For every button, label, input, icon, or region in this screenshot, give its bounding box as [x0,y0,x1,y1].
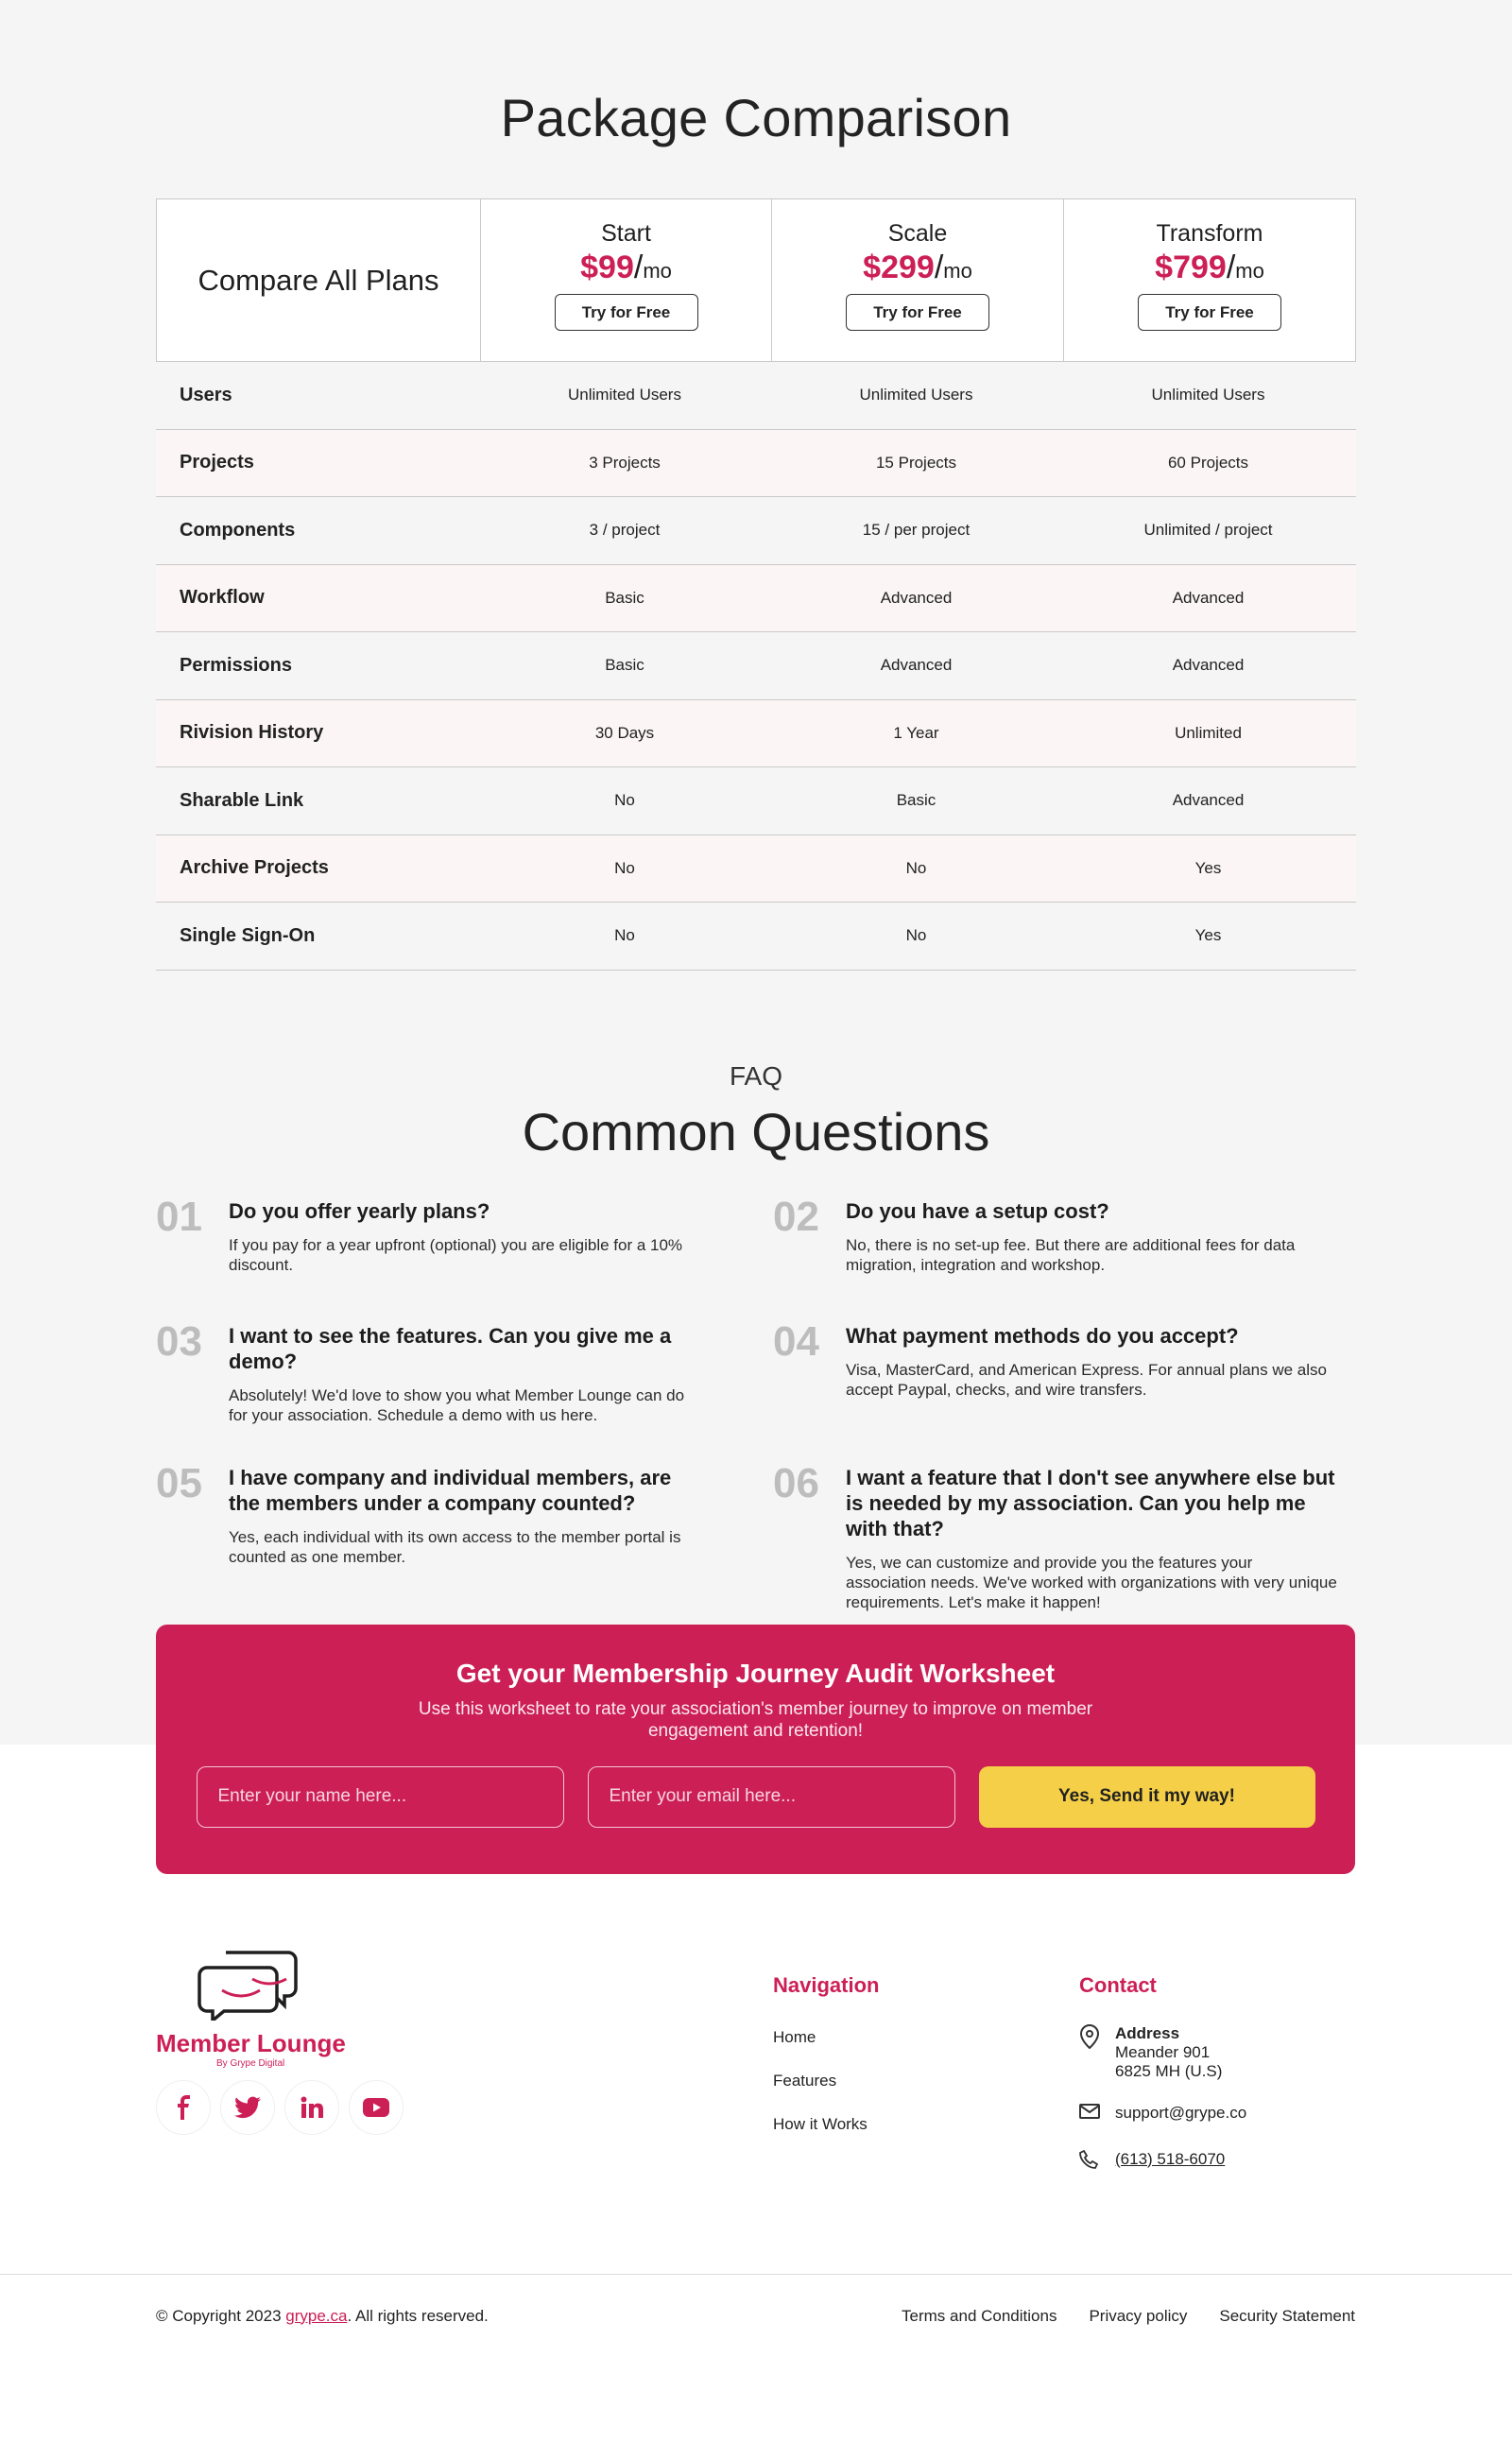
feature-value: Advanced [1172,588,1245,607]
social-links [156,2080,404,2135]
address-line: 6825 MH (U.S) [1115,2061,1223,2080]
feature-value: No [614,791,635,810]
feature-row-single-sign-on [156,903,1356,971]
feature-value: No [614,858,635,877]
phone-link[interactable]: (613) 518-6070 [1115,2149,1226,2168]
faq-answer: Visa, MasterCard, and American Express. For annual plans we also accept Paypal, checks, and wire transfers. [846,1360,1327,1399]
feature-value: Unlimited / project [1143,521,1273,540]
feature-value: 15 / per project [862,521,971,540]
feature-value: Unlimited [1175,723,1242,742]
feature-name: Sharable Link [180,789,304,811]
feature-name: Components [180,519,296,541]
youtube-icon[interactable] [349,2080,404,2135]
linkedin-icon[interactable] [284,2080,339,2135]
faq-question: I want to see the features. Can you give me a demo? [229,1323,672,1373]
price-separator: / [934,249,944,285]
send-it-button[interactable]: Yes, Send it my way! [979,1766,1315,1828]
faq-number: 04 [773,1317,819,1365]
feature-value: 30 Days [594,723,655,742]
faq-answer: Yes, we can customize and provide you the features your association needs. We've worked with organizations with very unique requirements. Let's make it happen! [846,1553,1337,1611]
privacy-link[interactable]: Privacy policy [1089,2306,1188,2325]
faq-answer: Absolutely! We'd love to show you what Member Lounge can do for your association. Schedule a demo with us here. [229,1385,685,1424]
feature-value: 15 Projects [875,453,957,472]
feature-value: Basic [605,656,644,675]
terms-link[interactable]: Terms and Conditions [902,2306,1057,2325]
plan-name: Scale [887,220,948,247]
faq-item [156,1195,773,1319]
feature-name: Users [180,384,232,405]
feature-row-components [156,497,1356,565]
footer-link-home[interactable]: Home [773,2027,816,2046]
copyright-suffix: . All rights reserved. [347,2306,489,2325]
feature-name: Archive Projects [180,857,329,879]
feature-row-sharable-link [156,767,1356,835]
twitter-icon[interactable] [220,2080,275,2135]
price-separator: / [1226,249,1236,285]
feature-value: Advanced [1172,791,1245,810]
location-pin-icon [1079,2024,1115,2081]
feature-value: 1 Year [893,723,939,742]
feature-row-revision-history [156,700,1356,768]
faq-question: What payment methods do you accept? [846,1323,1239,1348]
logo-subtext: By Grype Digital [216,2057,285,2069]
security-statement-link[interactable]: Security Statement [1219,2306,1355,2325]
faq-answer: If you pay for a year upfront (optional) you are eligible for a 10% discount. [229,1235,683,1274]
price-amount: $299 [863,249,935,285]
plan-name: Transform [1156,220,1263,247]
footer-contact [1079,1973,1246,2174]
price-amount: $799 [1155,249,1227,285]
feature-value: Unlimited Users [859,386,973,404]
feature-value: 3 / project [589,521,661,540]
faq-answer: Yes, each individual with its own access to the member portal is counted as one member. [229,1527,681,1566]
copyright-prefix: © Copyright 2023 [156,2306,286,2325]
faq-grid [156,1195,1356,1612]
cta-subtitle: Use this worksheet to rate your association's member journey to improve on member engagement and retention! [418,1698,1093,1741]
footer-navigation [773,1973,879,2134]
feature-value: Basic [896,791,936,810]
compare-all-plans-label: Compare All Plans [198,263,439,297]
faq-question: I want a feature that I don't see anywhere else but is needed by my association. Can you help me with that? [846,1465,1335,1540]
try-for-free-button[interactable]: Try for Free [1138,294,1281,331]
faq-item [156,1461,773,1612]
email-row [1079,2104,1246,2124]
comparison-container [156,0,1356,1612]
feature-table [156,362,1356,971]
member-lounge-logo[interactable] [156,1943,354,2069]
plan-price [863,249,972,286]
feature-row-users [156,362,1356,430]
price-unit: mo [943,259,972,283]
legal-links [902,2307,1355,2326]
feature-name: Rivision History [180,722,324,744]
feature-row-archive-projects [156,835,1356,903]
phone-icon [1079,2150,1115,2174]
feature-name: Projects [180,452,254,473]
copyright [156,2307,489,2326]
facebook-icon[interactable] [156,2080,211,2135]
feature-row-workflow [156,565,1356,633]
phone-row [1079,2150,1246,2174]
cta-title: Get your Membership Journey Audit Worksheet [455,1658,1056,1688]
footer-link-features[interactable]: Features [773,2071,837,2090]
feature-value: 3 Projects [589,453,661,472]
try-for-free-button[interactable]: Try for Free [846,294,989,331]
address-row [1079,2024,1246,2081]
plan-price [580,249,672,286]
feature-value: Basic [605,588,644,607]
price-separator: / [633,249,644,285]
plan-start [480,199,771,361]
faq-title: Common Questions [522,1101,990,1161]
feature-value: Advanced [1172,656,1245,675]
bottom-bar [0,2274,1512,2342]
faq-number: 06 [773,1459,819,1506]
faq-item [773,1195,1356,1319]
try-for-free-button[interactable]: Try for Free [555,294,698,331]
faq-number: 05 [156,1459,202,1506]
faq-question: Do you offer yearly plans? [229,1198,490,1223]
plan-scale [771,199,1063,361]
feature-row-projects [156,430,1356,498]
feature-name: Workflow [180,587,265,609]
page-title: Package Comparison [500,88,1012,147]
logo-text: Member Lounge [156,2028,346,2057]
footer-link-how-it-works[interactable]: How it Works [773,2114,868,2133]
price-amount: $99 [580,249,634,285]
price-unit: mo [1235,259,1264,283]
feature-value: Yes [1194,926,1222,945]
faq-number: 02 [773,1193,819,1240]
faq-number: 01 [156,1193,202,1240]
faq-number: 03 [156,1317,202,1365]
feature-row-permissions [156,632,1356,700]
faq-item [773,1461,1356,1612]
feature-name: Permissions [180,654,292,676]
faq-question: Do you have a setup cost? [846,1198,1109,1223]
faq-question: I have company and individual members, are the members under a company counted? [229,1465,672,1515]
chat-bubbles-logo-icon [198,1943,311,2021]
faq-eyebrow: FAQ [729,1060,782,1091]
support-email-link[interactable]: support@grype.co [1115,2103,1247,2122]
feature-value: Advanced [880,588,953,607]
address-line: Meander 901 [1115,2042,1211,2061]
feature-value: No [905,858,927,877]
footer [0,1745,1512,2274]
address-label: Address [1115,2023,1180,2042]
plan-name: Start [601,220,651,247]
feature-value: 60 Projects [1167,453,1249,472]
contact-heading: Contact [1079,1972,1157,1997]
plan-transform [1063,199,1355,361]
faq-item [156,1319,773,1461]
feature-value: Advanced [880,656,953,675]
feature-name: Single Sign-On [180,924,316,946]
faq-item [773,1319,1356,1461]
grype-link[interactable]: grype.ca [285,2306,348,2325]
feature-value: No [614,926,635,945]
feature-value: No [905,926,927,945]
mail-icon [1079,2104,1115,2124]
plan-price [1155,249,1264,286]
feature-value: Unlimited Users [1151,386,1265,404]
faq-answer: No, there is no set-up fee. But there are additional fees for data migration, integration and workshop. [846,1235,1296,1274]
navigation-heading: Navigation [773,1972,880,1997]
plans-header [156,198,1356,362]
price-unit: mo [643,259,672,283]
feature-value: Unlimited Users [568,386,681,404]
feature-value: Yes [1194,858,1222,877]
